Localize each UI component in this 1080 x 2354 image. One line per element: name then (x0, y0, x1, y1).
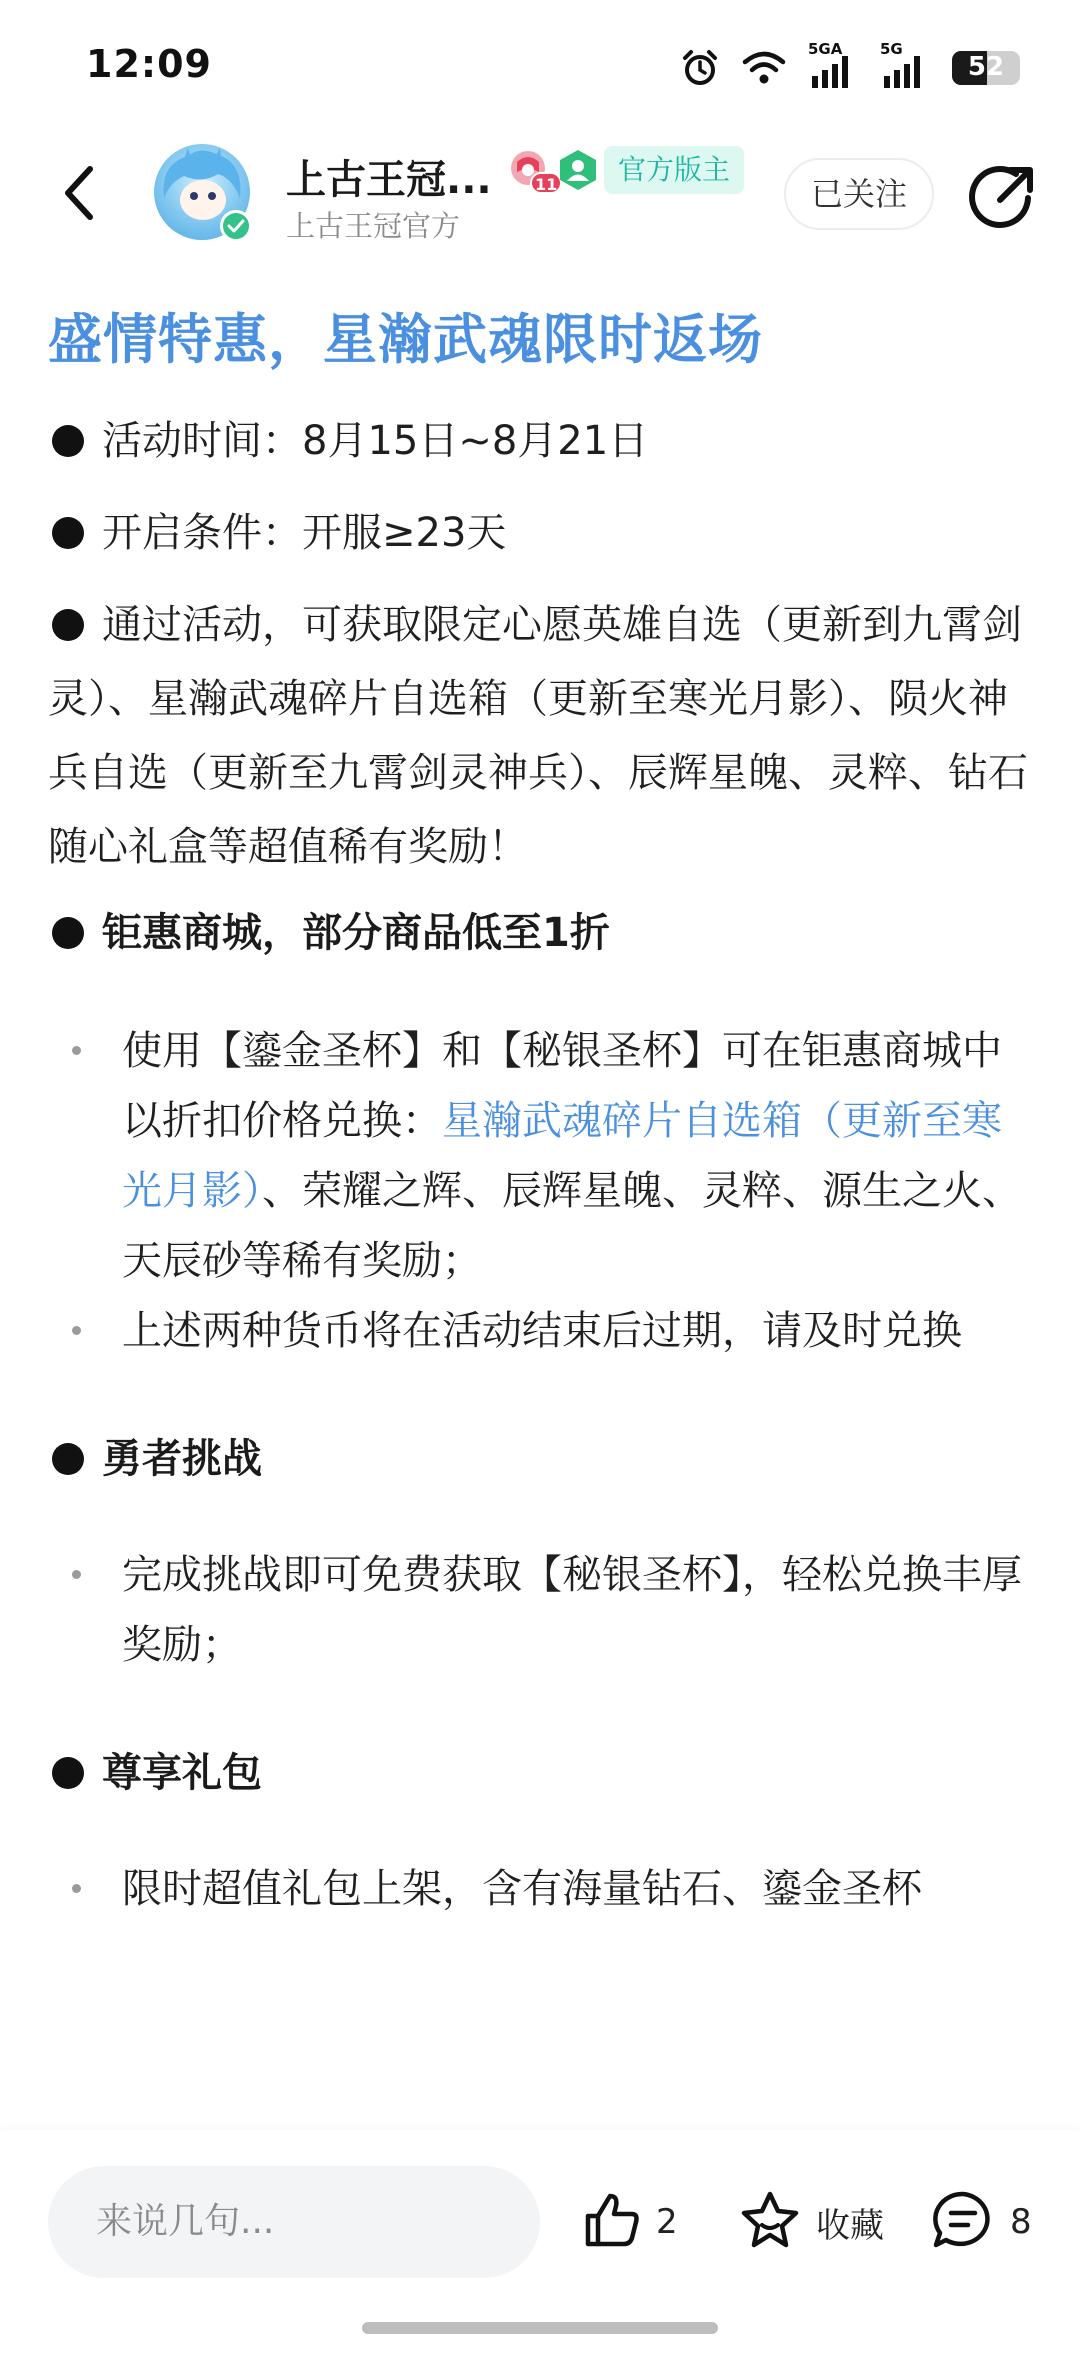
author-subtitle: 上古王冠官方 (286, 209, 461, 243)
favorite-label: 收藏 (816, 2205, 884, 2246)
avatar-eye (190, 192, 198, 200)
author-name[interactable]: 上古王冠... (286, 157, 492, 203)
content-fade (0, 2080, 1080, 2130)
section-heading-challenge (48, 1422, 1032, 1496)
level-badge (508, 148, 558, 194)
follow-button[interactable]: 已关注 (784, 158, 934, 230)
favorite-button[interactable] (738, 2182, 884, 2262)
battery-level: 52 (967, 52, 1005, 82)
section-heading-pack (48, 1736, 1032, 1810)
status-bar (0, 0, 1080, 130)
alarm-icon (680, 48, 720, 88)
wifi-icon (742, 50, 786, 86)
post-header (0, 130, 1080, 260)
section-heading-text: 钜惠商城，部分商品低至1折 (102, 910, 610, 956)
open-condition-text: 开启条件：开服≥23天 (102, 510, 507, 556)
bullet-dot (52, 425, 84, 457)
list-item-text: 、荣耀之辉、辰辉星魄、灵粹、源生之火、天辰砂等稀有奖励； (122, 1168, 1022, 1284)
list-item (48, 1540, 1032, 1680)
open-condition (48, 496, 1032, 570)
challenge-list (48, 1540, 1032, 1680)
thumbs-up-icon (582, 2190, 642, 2254)
share-icon (966, 219, 1038, 238)
list-bullet (72, 1570, 81, 1579)
list-item (48, 1854, 1032, 1924)
section-heading-text: 勇者挑战 (102, 1436, 262, 1482)
like-button[interactable] (582, 2182, 678, 2262)
home-indicator[interactable] (362, 2322, 718, 2334)
comment-icon (930, 2189, 996, 2255)
list-item-text: 使用【鎏金圣杯】和【秘银圣杯】可在钜惠商城中以折扣价格兑换： (122, 1028, 1002, 1144)
bullet-dot (52, 1757, 84, 1789)
battery-icon (952, 51, 1020, 85)
article-title: 盛情特惠，星瀚武魂限时返场 (48, 308, 763, 371)
shop-list (48, 1016, 1032, 1366)
bullet-dot (52, 517, 84, 549)
verified-icon (220, 210, 252, 242)
list-bullet (72, 1884, 81, 1893)
list-bullet (72, 1326, 81, 1335)
list-item (48, 1296, 1032, 1366)
rewards-text: 通过活动，可获取限定心愿英雄自选（更新到九霄剑灵）、星瀚武魂碎片自选箱（更新至寒光月影）、陨火神兵自选（更新至九霄剑灵神兵）、辰辉星魄、灵粹、钻石随心礼盒等超值稀有奖励！ (48, 602, 1028, 870)
rewards-description (48, 588, 1032, 884)
bullet-dot (52, 1443, 84, 1475)
level-number: 11 (530, 172, 562, 194)
section-heading-shop (48, 896, 1032, 970)
share-button[interactable] (966, 162, 1038, 234)
activity-time-text: 活动时间：8月15日~8月21日 (102, 418, 649, 464)
official-moderator-badge: 官方版主 (604, 146, 744, 194)
activity-time (48, 404, 1032, 478)
reward-link[interactable]: 星瀚武魂碎片自选箱（更新至寒光月影） (122, 1098, 1002, 1214)
bullet-dot (52, 917, 84, 949)
author-avatar[interactable] (154, 144, 250, 240)
like-count: 2 (656, 2202, 678, 2242)
list-item (48, 1016, 1032, 1296)
article-body (48, 300, 1032, 1924)
comment-input[interactable]: 来说几句... (48, 2166, 540, 2278)
status-icons (680, 40, 1020, 92)
list-item-text: 上述两种货币将在活动结束后过期，请及时兑换 (122, 1308, 962, 1354)
pack-list (48, 1854, 1032, 1924)
list-bullet (72, 1046, 81, 1055)
moderator-badge-icon (556, 148, 600, 192)
avatar-face (180, 180, 226, 220)
network-label-5g: 5G (880, 40, 903, 58)
chevron-left-icon (60, 163, 100, 227)
list-item-text: 完成挑战即可免费获取【秘银圣杯】，轻松兑换丰厚奖励； (122, 1552, 1022, 1668)
signal-icon (808, 40, 858, 90)
bottom-action-bar (0, 2130, 1080, 2354)
avatar-eye (208, 192, 216, 200)
back-button[interactable] (50, 160, 110, 230)
network-label-5ga: 5GA (808, 40, 843, 58)
list-item-text: 限时超值礼包上架，含有海量钻石、鎏金圣杯 (122, 1866, 922, 1912)
status-time: 12:09 (86, 42, 212, 86)
bullet-dot (52, 609, 84, 641)
signal-icon (880, 40, 930, 90)
section-heading-text: 尊享礼包 (102, 1750, 262, 1796)
comment-button[interactable] (930, 2182, 1032, 2262)
comment-count: 8 (1010, 2202, 1032, 2242)
star-icon (738, 2189, 802, 2255)
